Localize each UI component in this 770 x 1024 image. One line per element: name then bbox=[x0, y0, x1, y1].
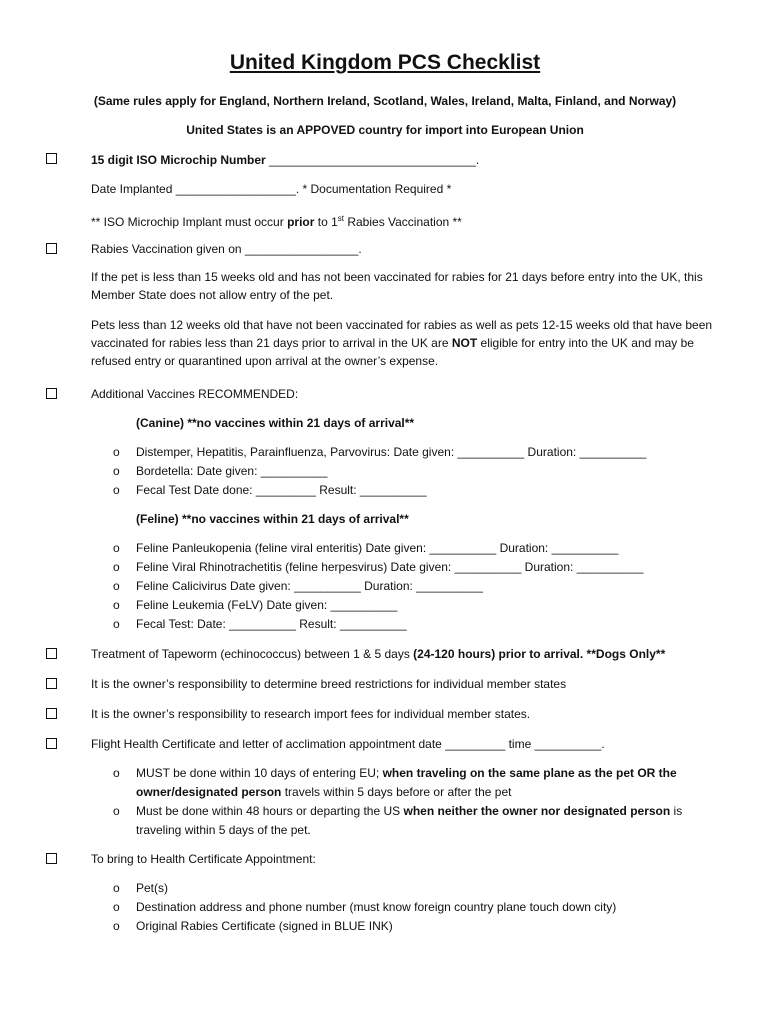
bring-heading: To bring to Health Certificate Appointment: bbox=[91, 852, 316, 866]
must-line-1 bbox=[136, 766, 677, 781]
list-item: Feline Calicivirus Date given: __________ Duration: __________ bbox=[136, 579, 483, 593]
breed-checkbox[interactable] bbox=[46, 678, 57, 689]
iso-note-text-3: Rabies Vaccination ** bbox=[344, 215, 462, 229]
para2-text-2: eligible for entry into the UK and may be refused entry or quarantined upon arrival at the owner’s expense. bbox=[91, 336, 694, 368]
date-implanted-line: Date Implanted __________________. * Documentation Required * bbox=[91, 182, 452, 196]
iso-implant-note bbox=[91, 211, 462, 230]
bullet: o bbox=[113, 617, 120, 631]
flight-line: Flight Health Certificate and letter of acclimation appointment date _________ time __________. bbox=[91, 737, 605, 751]
list-item: Original Rabies Certificate (signed in BLUE INK) bbox=[136, 919, 393, 933]
rabies-para-1: If the pet is less than 15 weeks old and has not been vaccinated for rabies for 21 days before entry into the UK, this Member State does not allow entry of the pet. bbox=[91, 270, 703, 302]
list-item: Fecal Test Date done: _________ Result: __________ bbox=[136, 483, 427, 497]
vaccines-heading: Additional Vaccines RECOMMENDED: bbox=[91, 387, 299, 401]
page-title: United Kingdom PCS Checklist bbox=[229, 51, 541, 74]
bullet: o bbox=[113, 445, 120, 459]
must-line-1b bbox=[136, 785, 511, 800]
bullet: o bbox=[113, 804, 120, 818]
tapeworm-bold: (24-120 hours) prior to arrival. **Dogs Only** bbox=[413, 647, 666, 661]
fees-line: It is the owner’s responsibility to research import fees for individual member states. bbox=[91, 707, 531, 721]
list-item: Bordetella: Date given: __________ bbox=[136, 464, 328, 478]
bullet: o bbox=[113, 541, 120, 555]
must1-bold: when traveling on the same plane as the pet OR the bbox=[382, 766, 677, 780]
iso-note-bold: prior bbox=[287, 215, 315, 229]
list-item: Feline Viral Rhinotrachetitis (feline herpesvirus) Date given: __________ Duration: __________ bbox=[136, 560, 644, 574]
rabies-checkbox[interactable] bbox=[46, 243, 57, 254]
must2-bold: when neither the owner nor designated person bbox=[403, 804, 671, 818]
canine-heading: (Canine) **no vaccines within 21 days of arrival** bbox=[136, 416, 415, 430]
list-item: Feline Panleukopenia (feline viral enteritis) Date given: __________ Duration: __________ bbox=[136, 541, 619, 555]
must-line-2b: traveling within 5 days of the pet. bbox=[136, 823, 311, 837]
page-subtitle: (Same rules apply for England, Northern Ireland, Scotland, Wales, Ireland, Malta, Finland, and Norway) bbox=[93, 94, 677, 108]
bullet: o bbox=[113, 900, 120, 914]
must-line-2 bbox=[136, 804, 682, 819]
tapeworm-checkbox[interactable] bbox=[46, 648, 57, 659]
microchip-line bbox=[91, 153, 479, 168]
bullet: o bbox=[113, 919, 120, 933]
bullet: o bbox=[113, 483, 120, 497]
bullet: o bbox=[113, 881, 120, 895]
flight-checkbox[interactable] bbox=[46, 738, 57, 749]
list-item: Destination address and phone number (must know foreign country plane touch down city) bbox=[136, 900, 617, 914]
list-item: Fecal Test: Date: __________ Result: __________ bbox=[136, 617, 407, 631]
breed-line: It is the owner’s responsibility to determine breed restrictions for individual member states bbox=[91, 677, 567, 691]
rabies-line: Rabies Vaccination given on _________________. bbox=[91, 242, 362, 256]
bullet: o bbox=[113, 579, 120, 593]
tapeworm-line bbox=[91, 647, 665, 662]
bring-checkbox[interactable] bbox=[46, 853, 57, 864]
iso-note-text-2: to 1 bbox=[314, 215, 338, 229]
iso-note-superscript: st bbox=[337, 214, 344, 223]
rabies-para-2 bbox=[91, 316, 719, 370]
microchip-label: 15 digit ISO Microchip Number bbox=[91, 153, 266, 167]
feline-heading: (Feline) **no vaccines within 21 days of arrival** bbox=[136, 512, 409, 526]
list-item: Distemper, Hepatitis, Parainfluenza, Parvovirus: Date given: __________ Duration: __________ bbox=[136, 445, 647, 459]
must2-text-2: is bbox=[670, 804, 683, 818]
para2-text: Pets less than 12 weeks old that have not been vaccinated for rabies as well as pets 12-15 weeks old that have been vaccinated for rabies less than 21 days prior to arrival in the UK are bbox=[91, 318, 713, 350]
must1-bold-2: owner/designated person bbox=[136, 785, 282, 799]
must1-text-2: travels within 5 days before or after the pet bbox=[281, 785, 512, 799]
bullet: o bbox=[113, 598, 120, 612]
vaccines-checkbox[interactable] bbox=[46, 388, 57, 399]
tapeworm-text: Treatment of Tapeworm (echinococcus) between 1 & 5 days bbox=[91, 647, 414, 661]
iso-note-text: ** ISO Microchip Implant must occur bbox=[91, 215, 288, 229]
must2-text: Must be done within 48 hours or departing the US bbox=[136, 804, 404, 818]
microchip-blank: _______________________________. bbox=[265, 153, 480, 167]
list-item: Pet(s) bbox=[136, 881, 169, 895]
bullet: o bbox=[113, 560, 120, 574]
bullet: o bbox=[113, 766, 120, 780]
fees-checkbox[interactable] bbox=[46, 708, 57, 719]
us-approval-note: United States is an APPOVED country for import into European Union bbox=[186, 123, 584, 137]
must1-text: MUST be done within 10 days of entering EU; bbox=[136, 766, 383, 780]
microchip-checkbox[interactable] bbox=[46, 153, 57, 164]
para2-bold: NOT bbox=[451, 336, 478, 350]
list-item: Feline Leukemia (FeLV) Date given: __________ bbox=[136, 598, 398, 612]
bullet: o bbox=[113, 464, 120, 478]
